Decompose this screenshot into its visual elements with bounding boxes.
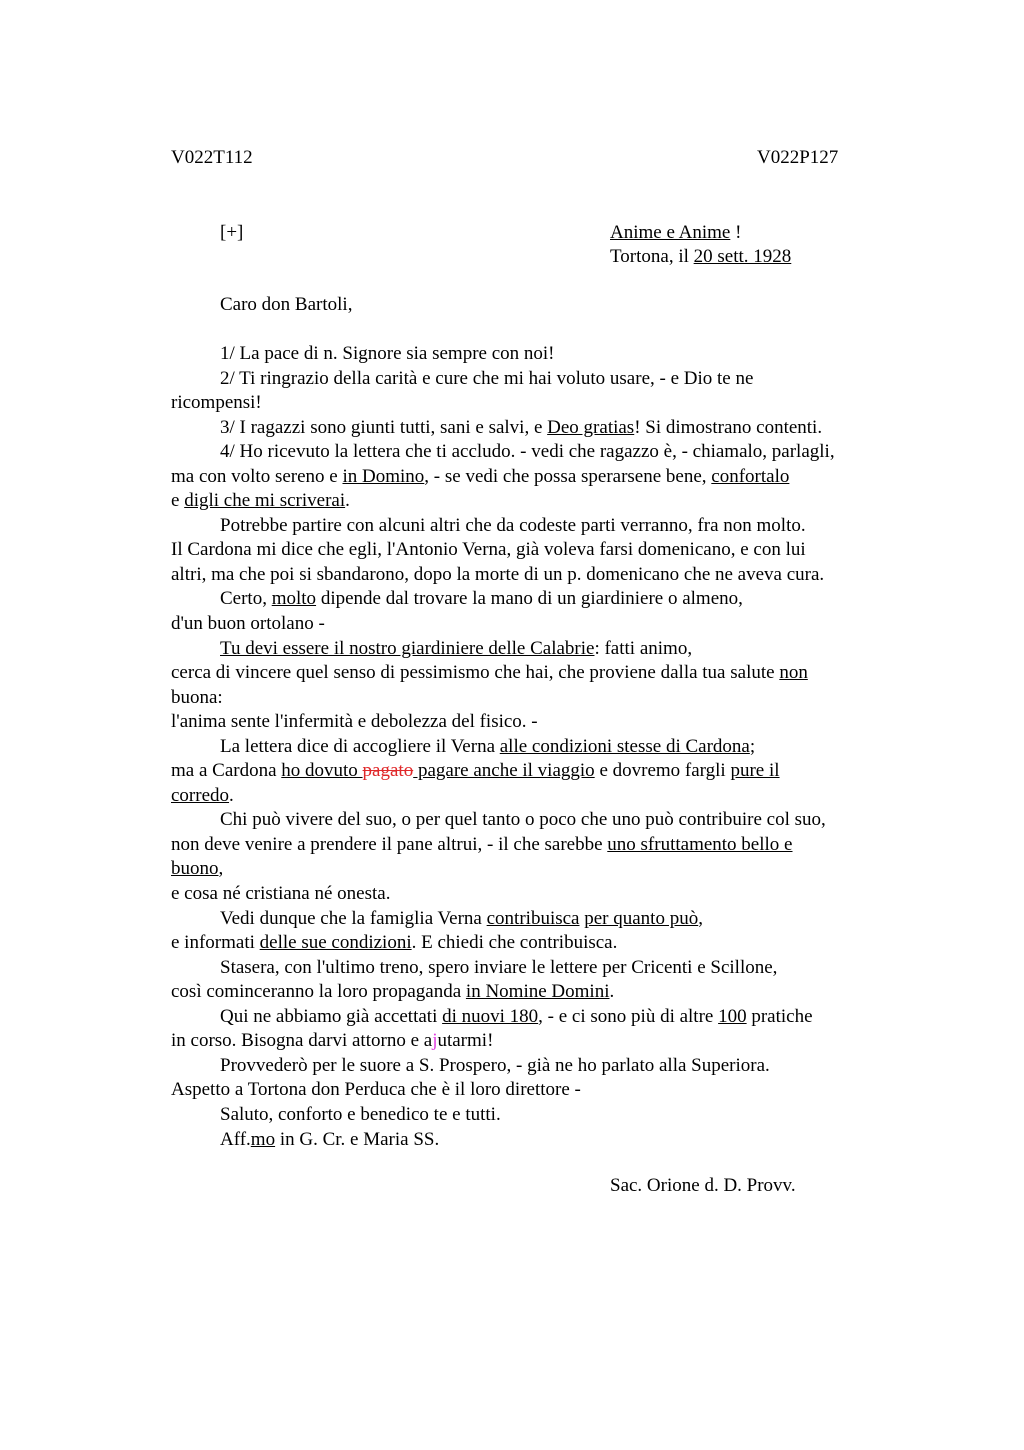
underlined-text: uno sfruttamento bello e [607,833,793,855]
underlined-text: Tu devi essere il nostro giardiniere delle Calabrie [220,637,595,659]
text-segment: e [171,490,185,512]
salutation: Caro don Bartoli, [220,294,353,315]
underlined-text: digli che mi scriverai [184,490,346,512]
underlined-text: molto [271,588,317,610]
letter-line [171,686,911,711]
text-segment: , - e ci sono più di altre [538,1005,719,1027]
text-segment: . [229,784,234,806]
text-segment: ; [749,735,756,757]
text-segment: . [609,981,615,1003]
text-segment: e informati [171,932,260,954]
signature: Sac. Orione d. D. Provv. [610,1175,796,1196]
letter-line [171,514,911,539]
text-segment: buona: [171,686,223,708]
letter-line [171,587,911,612]
letter-line [171,563,911,588]
underlined-text: 100 [718,1005,747,1027]
text-segment: non deve venire a prendere il pane altrui, - il che sarebbe [171,833,608,855]
text-segment: Aspetto a Tortona don Perduca che è il loro direttore - [171,1079,581,1101]
letter-line [171,1103,911,1128]
text-segment: Vedi dunque che la famiglia Verna [220,907,487,929]
letter-line [171,416,911,441]
text-segment: Saluto, conforto e benedico te e tutti. [220,1103,501,1125]
text-segment: e cosa né cristiana né onesta. [171,883,391,905]
underlined-text: confortalo [711,465,790,487]
text-segment: ma con volto sereno e [171,465,343,487]
text-segment: 1/ La pace di n. Signore sia sempre con noi! [220,343,555,364]
letter-line [171,1128,911,1153]
letter-line [171,342,911,367]
letter-line [171,931,911,956]
text-segment: , [698,907,703,929]
text-segment: Stasera, con l'ultimo treno, spero inviare le lettere per Cricenti e Scillone, [220,956,778,978]
letter-line [171,1078,911,1103]
text-segment: ricompensi! [171,392,262,414]
letter-line [171,1029,911,1054]
underlined-text: non [779,662,808,684]
motto-text: Anime e Anime [610,222,731,243]
letter-line [171,465,911,490]
underlined-text: in Nomine Domini [465,981,610,1003]
underlined-text: buono [171,858,219,880]
letter-line [171,784,911,809]
motto [610,221,741,245]
text-segment: utarmi! [437,1030,494,1052]
letter-line [171,391,911,416]
letter-line [171,882,911,907]
text-segment: . [345,490,350,512]
letter-line [171,808,911,833]
underlined-text: delle sue condizioni [259,932,412,954]
text-segment: La lettera dice di accogliere il Verna [220,735,500,757]
text-segment: d'un buon ortolano - [171,613,325,635]
dateline [610,245,791,269]
underlined-text: pagare anche il viaggio [413,760,595,782]
text-segment: Potrebbe partire con alcuni altri che da codeste parti verranno, fra non molto. [220,514,806,536]
text-segment: Aff. [220,1128,251,1150]
underlined-text: in Domino [342,465,425,487]
letter-line [171,907,911,932]
text-segment: Qui ne abbiamo già accettati [220,1005,443,1027]
text-segment: in corso. Bisogna darvi attorno e a [171,1030,433,1052]
text-segment: , [218,858,224,880]
letter-line [171,710,911,735]
text-segment: e dovremo fargli [594,760,731,782]
text-segment: così cominceranno la loro propaganda [171,981,466,1003]
letter-line [171,833,911,858]
letter-line [171,440,911,465]
document-reference-right: V022P127 [757,147,839,168]
letter-line [171,367,911,392]
dateline-date: 20 sett. 1928 [693,246,792,267]
letter-line [171,661,911,686]
underlined-text: di nuovi 180 [442,1005,539,1027]
text-segment: Certo, [220,588,272,610]
text-segment: Il Cardona mi dice che egli, l'Antonio Verna, già voleva farsi domenicano, e con lui [171,539,806,561]
text-segment: 4/ Ho ricevuto la lettera che ti accludo. - vedi che ragazzo è, - chiamalo, parlagli, [220,441,835,463]
text-segment: pratiche [746,1005,813,1027]
underlined-text: mo [250,1128,276,1150]
underlined-text: pure il [730,760,780,782]
letter-line [171,956,911,981]
letter-line [171,759,911,784]
underlined-text: ho dovuto [281,760,363,782]
cross-mark: [+] [220,222,244,243]
text-segment: 3/ I ragazzi sono giunti tutti, sani e salvi, e [220,416,548,438]
text-segment: in G. Cr. e Maria SS. [275,1128,440,1150]
document-reference-left: V022T112 [171,147,253,168]
letter-line [171,1054,911,1079]
letter-line [171,857,911,882]
letter-body [171,342,911,1152]
underlined-text: alle condizioni stesse di Cardona [499,735,750,757]
text-segment: cerca di vincere quel senso di pessimismo che hai, che proviene dalla tua salute [171,662,780,684]
letter-line [171,735,911,760]
text-segment: : fatti animo, [594,637,693,659]
dateline-place: Tortona, il [610,246,694,267]
letter-line [171,980,911,1005]
letter-line [171,637,911,662]
letter-line [171,489,911,514]
underlined-text: contribuisca [486,907,580,929]
motto-exclamation: ! [730,222,742,243]
deleted-text: pagato [362,760,414,782]
letter-line [171,1005,911,1030]
text-segment: l'anima sente l'infermità e debolezza del fisico. - [171,711,538,733]
text-segment: Chi può vivere del suo, o per quel tanto o poco che uno può contribuire col suo, [220,809,826,831]
letter-line [171,538,911,563]
text-segment: ma a Cardona [171,760,282,782]
text-segment: dipende dal trovare la mano di un giardiniere o almeno, [316,588,743,610]
underlined-text: Deo gratias [547,416,635,438]
text-segment: . E chiedi che contribuisca. [411,932,618,954]
inserted-correction: j [432,1030,438,1052]
text-segment: , - se vedi che possa sperarsene bene, [424,465,712,487]
text-segment: altri, ma che poi si sbandarono, dopo la morte di un p. domenicano che ne aveva cura. [171,563,825,585]
letter-line [171,612,911,637]
text-segment: ! Si dimostrano contenti. [634,416,823,438]
text-segment: Provvederò per le suore a S. Prospero, - già ne ho parlato alla Superiora. [220,1054,770,1076]
underlined-text: corredo [171,784,230,806]
text-segment: 2/ Ti ringrazio della carità e cure che mi hai voluto usare, - e Dio te ne [220,367,754,389]
underlined-text: per quanto può [584,907,699,929]
